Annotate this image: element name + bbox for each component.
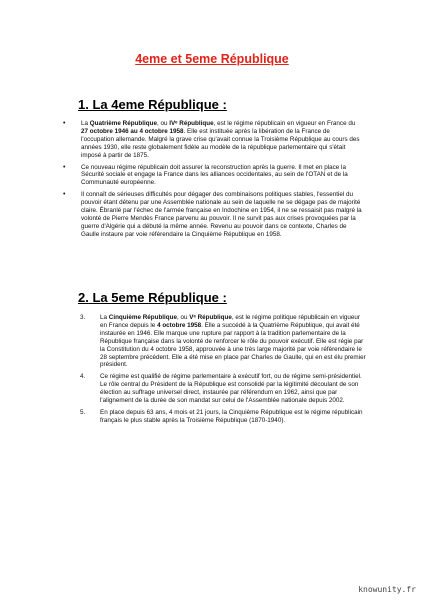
list-item (62, 191, 362, 238)
list-item (80, 314, 368, 369)
section-2-list (80, 314, 368, 429)
section-1-number: 1. (78, 97, 89, 112)
section-1-list (62, 120, 362, 243)
list-item-text: En place depuis 63 ans, 4 mois et 21 jours, la Cinquième République est le régime républicain français le plus stable après la Troisième République (1870-1940). (100, 408, 363, 424)
section-2-heading-text: La 5eme République : (92, 290, 227, 305)
bullet-icon: • (63, 163, 66, 171)
list-item (80, 409, 368, 425)
section-1-heading-text: La 4eme République : (92, 97, 227, 112)
list-item-text: La Quatrième République, ou IVᵉ République, est le régime républicain en vigueur en France du 27 octobre 1946 au 4 octobre 1958. Elle est instituée après la libération de la France de l'occupation allemande. Malgré la grave crise qu'avait connue la Troisième République au cours des années 1930, elle reste globalement fidèle au modèle de la république parlementaire qui s'était imposé à partir de 1875. (81, 120, 360, 159)
document-title: 4eme et 5eme République (135, 52, 289, 66)
section-2-heading (78, 290, 227, 305)
list-item (80, 373, 368, 405)
list-number: 4. (80, 373, 86, 381)
bullet-icon: • (63, 120, 66, 127)
list-item-text: La Cinquième République, ou Vᵉ République, est le régime politique républicain en vigueur en France depuis le 4 octobre 1958. Elle a succédé à la Quatrième République, qui avait été instaurée en 1946. Elle marque une rupture par rapport à la tradition parlementaire de la République française dans la volonté de renforcer le rôle du pouvoir exécutif. Elle est régie par la Constitution du 4 octobre 1958, approuvée à une très large majorité par voie référendaire le 28 septembre précédent. Elle a été mise en place par Charles de Gaulle, qui en est élu premier président. (100, 314, 366, 369)
bullet-icon: • (63, 191, 66, 199)
list-item-text: Ce nouveau régime républicain doit assurer la reconstruction après la guerre. Il met en place la Sécurité sociale et engage la France dans les alliances occidentales, au sein de l'OTAN et de la Communauté européenne. (81, 163, 348, 187)
section-1-heading (78, 97, 227, 112)
list-item-text: Il connaît de sérieuses difficultés pour dégager des combinaisons politiques stables, l'essentiel du pouvoir étant détenu par une Assemblée nationale au sein de laquelle ne se dégage pas de majorité claire. Ébranlé par l'échec de l'armée française en Indochine en 1954, il ne se ressaisit pas malgré la volonté de Pierre Mendès France parvenu au pouvoir. Il ne survit pas aux crises provoquées par la guerre d'Algérie qui a débuté la même année. Revenu au pouvoir dans ce contexte, Charles de Gaulle instaure par voie référendaire la Cinquième République en 1958. (81, 191, 362, 238)
section-2-number: 2. (78, 290, 89, 305)
list-item (62, 164, 362, 188)
list-number: 3. (80, 314, 86, 321)
list-item (62, 120, 362, 160)
list-number: 5. (80, 408, 86, 416)
list-item-text: Ce régime est qualifié de régime parlementaire à exécutif fort, ou de régime semi-présidentiel. Le rôle central du Président de la République est consolidé par la légitimité découlant de son élection au suffrage universel direct, instaurée par référendum en 1962, ainsi que par l'alignement de la durée de son mandat sur celui de l'Assemblée nationale depuis 2002. (100, 373, 362, 405)
watermark: knowunity.fr (358, 585, 416, 594)
